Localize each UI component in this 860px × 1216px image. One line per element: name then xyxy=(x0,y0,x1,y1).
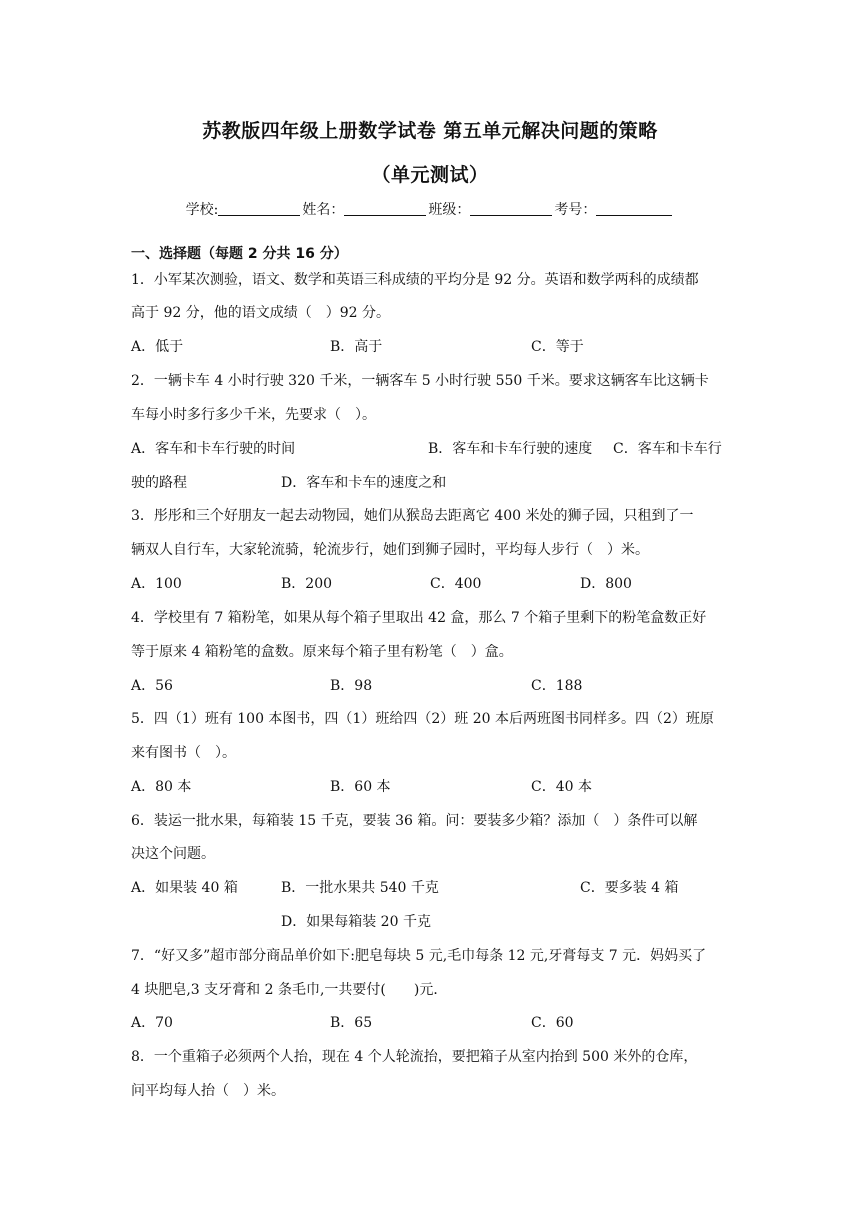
question-5-line-2: 来有图书（ ）。 xyxy=(131,745,236,761)
school-blank[interactable] xyxy=(218,201,300,216)
q3-option-a[interactable]: A．100 xyxy=(131,576,182,592)
question-6-line-2: 决这个问题。 xyxy=(131,846,215,862)
q1-option-b[interactable]: B．高于 xyxy=(330,339,383,355)
q1-option-a[interactable]: A．低于 xyxy=(131,339,184,355)
question-3-line-1: 3．彤彤和三个好朋友一起去动物园，她们从猴岛去距离它 400 米处的狮子园，只租到了一 xyxy=(131,508,694,524)
exam-subtitle: （单元测试） xyxy=(371,164,489,186)
school-label: 学校: xyxy=(185,202,219,218)
question-1-line-1: 1．小军某次测验，语文、数学和英语三科成绩的平均分是 92 分。英语和数学两科的成绩都 xyxy=(131,272,699,288)
q2-option-a[interactable]: A．客车和卡车行驶的时间 xyxy=(131,441,296,457)
q4-option-b[interactable]: B．98 xyxy=(330,678,373,694)
question-7-line-2: 4 块肥皂,3 支牙膏和 2 条毛巾,一共要付( )元． xyxy=(131,982,448,998)
q5-option-c[interactable]: C．40 本 xyxy=(531,779,592,795)
exam-no-label: 考号： xyxy=(554,202,597,218)
student-info-row xyxy=(0,199,860,219)
question-1-line-2: 高于 92 分，他的语文成绩（ ）92 分。 xyxy=(131,305,390,321)
q6-option-b[interactable]: B．一批水果共 540 千克 xyxy=(281,880,439,896)
q5-option-a[interactable]: A．80 本 xyxy=(131,779,192,795)
exam-no-blank[interactable] xyxy=(596,201,672,216)
class-label: 班级： xyxy=(428,202,471,218)
q3-option-b[interactable]: B．200 xyxy=(281,576,333,592)
question-8-line-1: 8．一个重箱子必须两个人抬，现在 4 个人轮流抬，要把箱子从室内抬到 500 米外的仓库， xyxy=(131,1049,698,1065)
q7-option-a[interactable]: A．70 xyxy=(131,1015,173,1031)
q3-option-c[interactable]: C．400 xyxy=(430,576,482,592)
question-4-line-1: 4．学校里有 7 箱粉笔，如果从每个箱子里取出 42 盒，那么 7 个箱子里剩下的粉笔盒数正好 xyxy=(131,610,707,626)
q4-option-a[interactable]: A．56 xyxy=(131,678,173,694)
q6-option-d[interactable]: D．如果每箱装 20 千克 xyxy=(281,914,431,930)
question-6-line-1: 6．装运一批水果，每箱装 15 千克，要装 36 箱。问：要装多少箱？添加（ ）条件可以解 xyxy=(131,813,698,829)
section-heading: 一、选择题（每题 2 分共 16 分） xyxy=(131,246,348,262)
q7-option-b[interactable]: B．65 xyxy=(330,1015,373,1031)
q7-option-c[interactable]: C．60 xyxy=(531,1015,574,1031)
q2-option-d[interactable]: D．客车和卡车的速度之和 xyxy=(281,475,447,491)
q2-option-c-continued: 驶的路程 xyxy=(131,475,187,491)
q6-option-c[interactable]: C．要多装 4 箱 xyxy=(580,880,679,896)
q2-option-c[interactable]: C．客车和卡车行 xyxy=(613,441,722,457)
name-label: 姓名： xyxy=(302,202,345,218)
q1-option-c[interactable]: C．等于 xyxy=(531,339,584,355)
name-blank[interactable] xyxy=(344,201,426,216)
q2-option-b[interactable]: B．客车和卡车行驶的速度 xyxy=(428,441,593,457)
exam-title: 苏教版四年级上册数学试卷 第五单元解决问题的策略 xyxy=(202,120,658,142)
q4-option-c[interactable]: C．188 xyxy=(531,678,583,694)
question-5-line-1: 5．四（1）班有 100 本图书，四（1）班给四（2）班 20 本后两班图书同样多。四（2）班原 xyxy=(131,711,714,727)
q5-option-b[interactable]: B．60 本 xyxy=(330,779,391,795)
question-2-line-2: 车每小时多行多少千米，先要求（ ）。 xyxy=(131,407,376,423)
question-3-line-2: 辆双人自行车，大家轮流骑，轮流步行，她们到狮子园时，平均每人步行（ ）米。 xyxy=(131,542,649,558)
question-8-line-2: 问平均每人抬（ ）米。 xyxy=(131,1083,285,1099)
question-7-line-1: 7．“好又多”超市部分商品单价如下:肥皂每块 5 元,毛巾每条 12 元,牙膏每支 7 元．妈妈买了 xyxy=(131,948,707,964)
question-4-line-2: 等于原来 4 箱粉笔的盒数。原来每个箱子里有粉笔（ ）盒。 xyxy=(131,644,513,660)
q6-option-a[interactable]: A．如果装 40 箱 xyxy=(131,880,238,896)
class-blank[interactable] xyxy=(470,201,552,216)
question-2-line-1: 2．一辆卡车 4 小时行驶 320 千米，一辆客车 5 小时行驶 550 千米。要求这辆客车比这辆卡 xyxy=(131,373,709,389)
q3-option-d[interactable]: D．800 xyxy=(580,576,632,592)
